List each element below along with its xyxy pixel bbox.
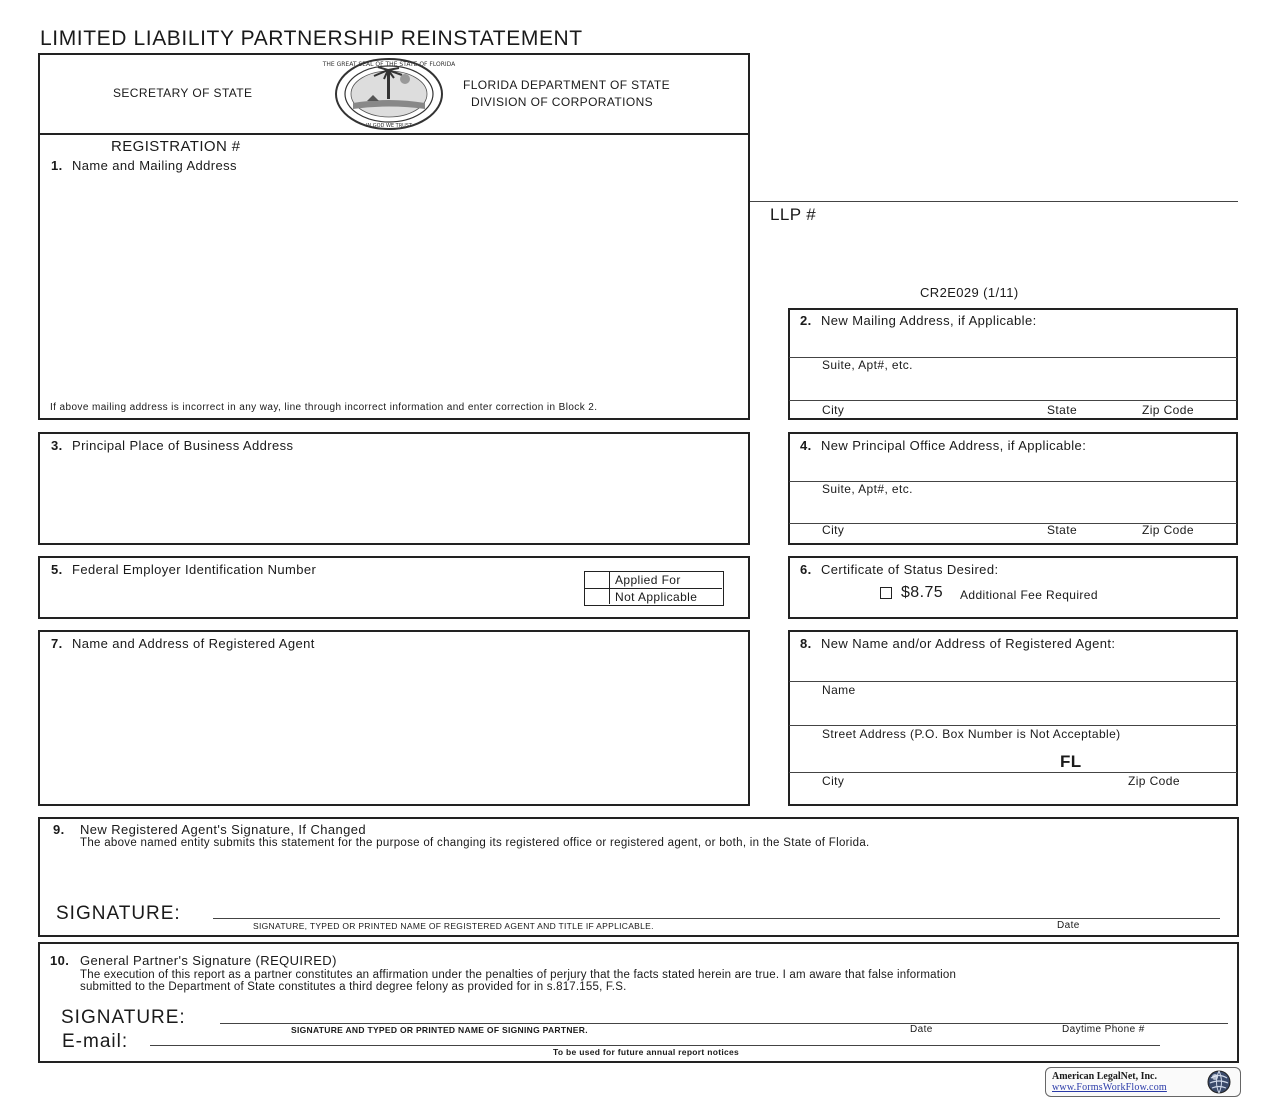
block3-number: 3. [51,438,63,453]
block8-number: 8. [800,636,812,651]
block4-number: 4. [800,438,812,453]
email-line[interactable] [150,1045,1160,1046]
secretary-of-state-label: SECRETARY OF STATE [113,86,253,100]
block8-zip-label: Zip Code [1128,774,1180,788]
block10-signature-label: SIGNATURE: [61,1007,186,1028]
registration-number-label: REGISTRATION # [111,138,241,155]
applied-for-checkbox[interactable] [586,573,608,587]
block5-number: 5. [51,562,63,577]
not-applicable-label: Not Applicable [615,590,698,604]
block4-label: New Principal Office Address, if Applicable: [821,438,1087,453]
block8-line1 [789,681,1237,682]
block4-zip-label: Zip Code [1142,523,1194,537]
footer-logo[interactable] [1045,1067,1241,1097]
block2-label: New Mailing Address, if Applicable: [821,313,1037,328]
block1-number: 1. [51,158,63,173]
block2-number: 2. [800,313,812,328]
block9-statement: The above named entity submits this statement for the purpose of changing its registered office or registered agent, or both, in the State of Florida. [80,837,870,849]
block8-line2 [789,725,1237,726]
certificate-of-status-checkbox[interactable] [880,587,892,599]
block4-city-label: City [822,523,845,537]
block10-signature-caption: SIGNATURE AND TYPED OR PRINTED NAME OF SIGNING PARTNER. [291,1025,588,1035]
certificate-fee-note: Additional Fee Required [960,588,1098,602]
block10-date-label: Date [910,1024,933,1035]
form-title: LIMITED LIABILITY PARTNERSHIP REINSTATEMENT [40,27,583,50]
certificate-fee: $8.75 [901,584,944,601]
block2-state-label: State [1047,403,1078,417]
block10-statement-line1: The execution of this report as a partner constitutes an affirmation under the penalties of perjury that the facts stated herein are true. I am aware that false information [80,969,957,981]
block7-label: Name and Address of Registered Agent [72,636,315,651]
block1-label: Name and Mailing Address [72,158,237,173]
block8-label: New Name and/or Address of Registered Agent: [821,636,1116,651]
block10-number: 10. [50,953,70,968]
llp-number-label: LLP # [770,205,817,224]
llp-divider [750,201,1238,202]
block7-number: 7. [51,636,63,651]
division-name: DIVISION OF CORPORATIONS [471,95,654,109]
florida-seal [322,57,456,131]
block6-number: 6. [800,562,812,577]
fein-options-table [584,571,724,606]
block9-number: 9. [53,822,65,837]
block9-date-label: Date [1057,920,1080,931]
mailing-address-note: If above mailing address is incorrect in any way, line through incorrect information and enter correction in Block 2. [50,402,598,413]
block9-label: New Registered Agent's Signature, If Changed [80,822,367,837]
block7-box [38,630,750,806]
email-label: E-mail: [62,1031,129,1052]
globe-icon [1206,1069,1232,1095]
form-code: CR2E029 (1/11) [920,285,1019,300]
svg-text:THE GREAT SEAL OF THE STATE OF: THE GREAT SEAL OF THE STATE OF FLORIDA [322,61,456,68]
footer-url: www.FormsWorkFlow.com [1052,1082,1167,1093]
block4-suite-label: Suite, Apt#, etc. [822,482,913,496]
block2-zip-label: Zip Code [1142,403,1194,417]
block8-state-fixed: FL [1060,752,1082,771]
svg-text:IN GOD WE TRUST: IN GOD WE TRUST [365,123,413,129]
block2-suite-label: Suite, Apt#, etc. [822,358,913,372]
not-applicable-checkbox[interactable] [586,590,608,604]
block3-label: Principal Place of Business Address [72,438,294,453]
block5-label: Federal Employer Identification Number [72,562,317,577]
block2-line2 [789,400,1237,401]
block2-city-label: City [822,403,845,417]
email-note: To be used for future annual report notices [553,1047,740,1057]
block8-street-label: Street Address (P.O. Box Number is Not Acceptable) [822,727,1121,741]
block1-address-area[interactable] [44,178,744,393]
applied-for-label: Applied For [615,573,681,587]
block9-signature-label: SIGNATURE: [56,903,181,924]
block10-statement-line2: submitted to the Department of State constitutes a third degree felony as provided for in s.817.155, F.S. [80,981,627,993]
block10-label: General Partner's Signature (REQUIRED) [80,953,337,968]
block8-line3 [789,772,1237,773]
block9-signature-line[interactable] [213,918,1220,919]
block8-city-label: City [822,774,845,788]
department-name: FLORIDA DEPARTMENT OF STATE [463,78,671,92]
block6-label: Certificate of Status Desired: [821,562,999,577]
block8-name-label: Name [822,683,856,697]
footer-company: American LegalNet, Inc. [1052,1071,1157,1082]
block9-signature-caption: SIGNATURE, TYPED OR PRINTED NAME OF REGISTERED AGENT AND TITLE IF APPLICABLE. [253,921,654,931]
block4-state-label: State [1047,523,1078,537]
block10-phone-label: Daytime Phone # [1062,1024,1145,1035]
